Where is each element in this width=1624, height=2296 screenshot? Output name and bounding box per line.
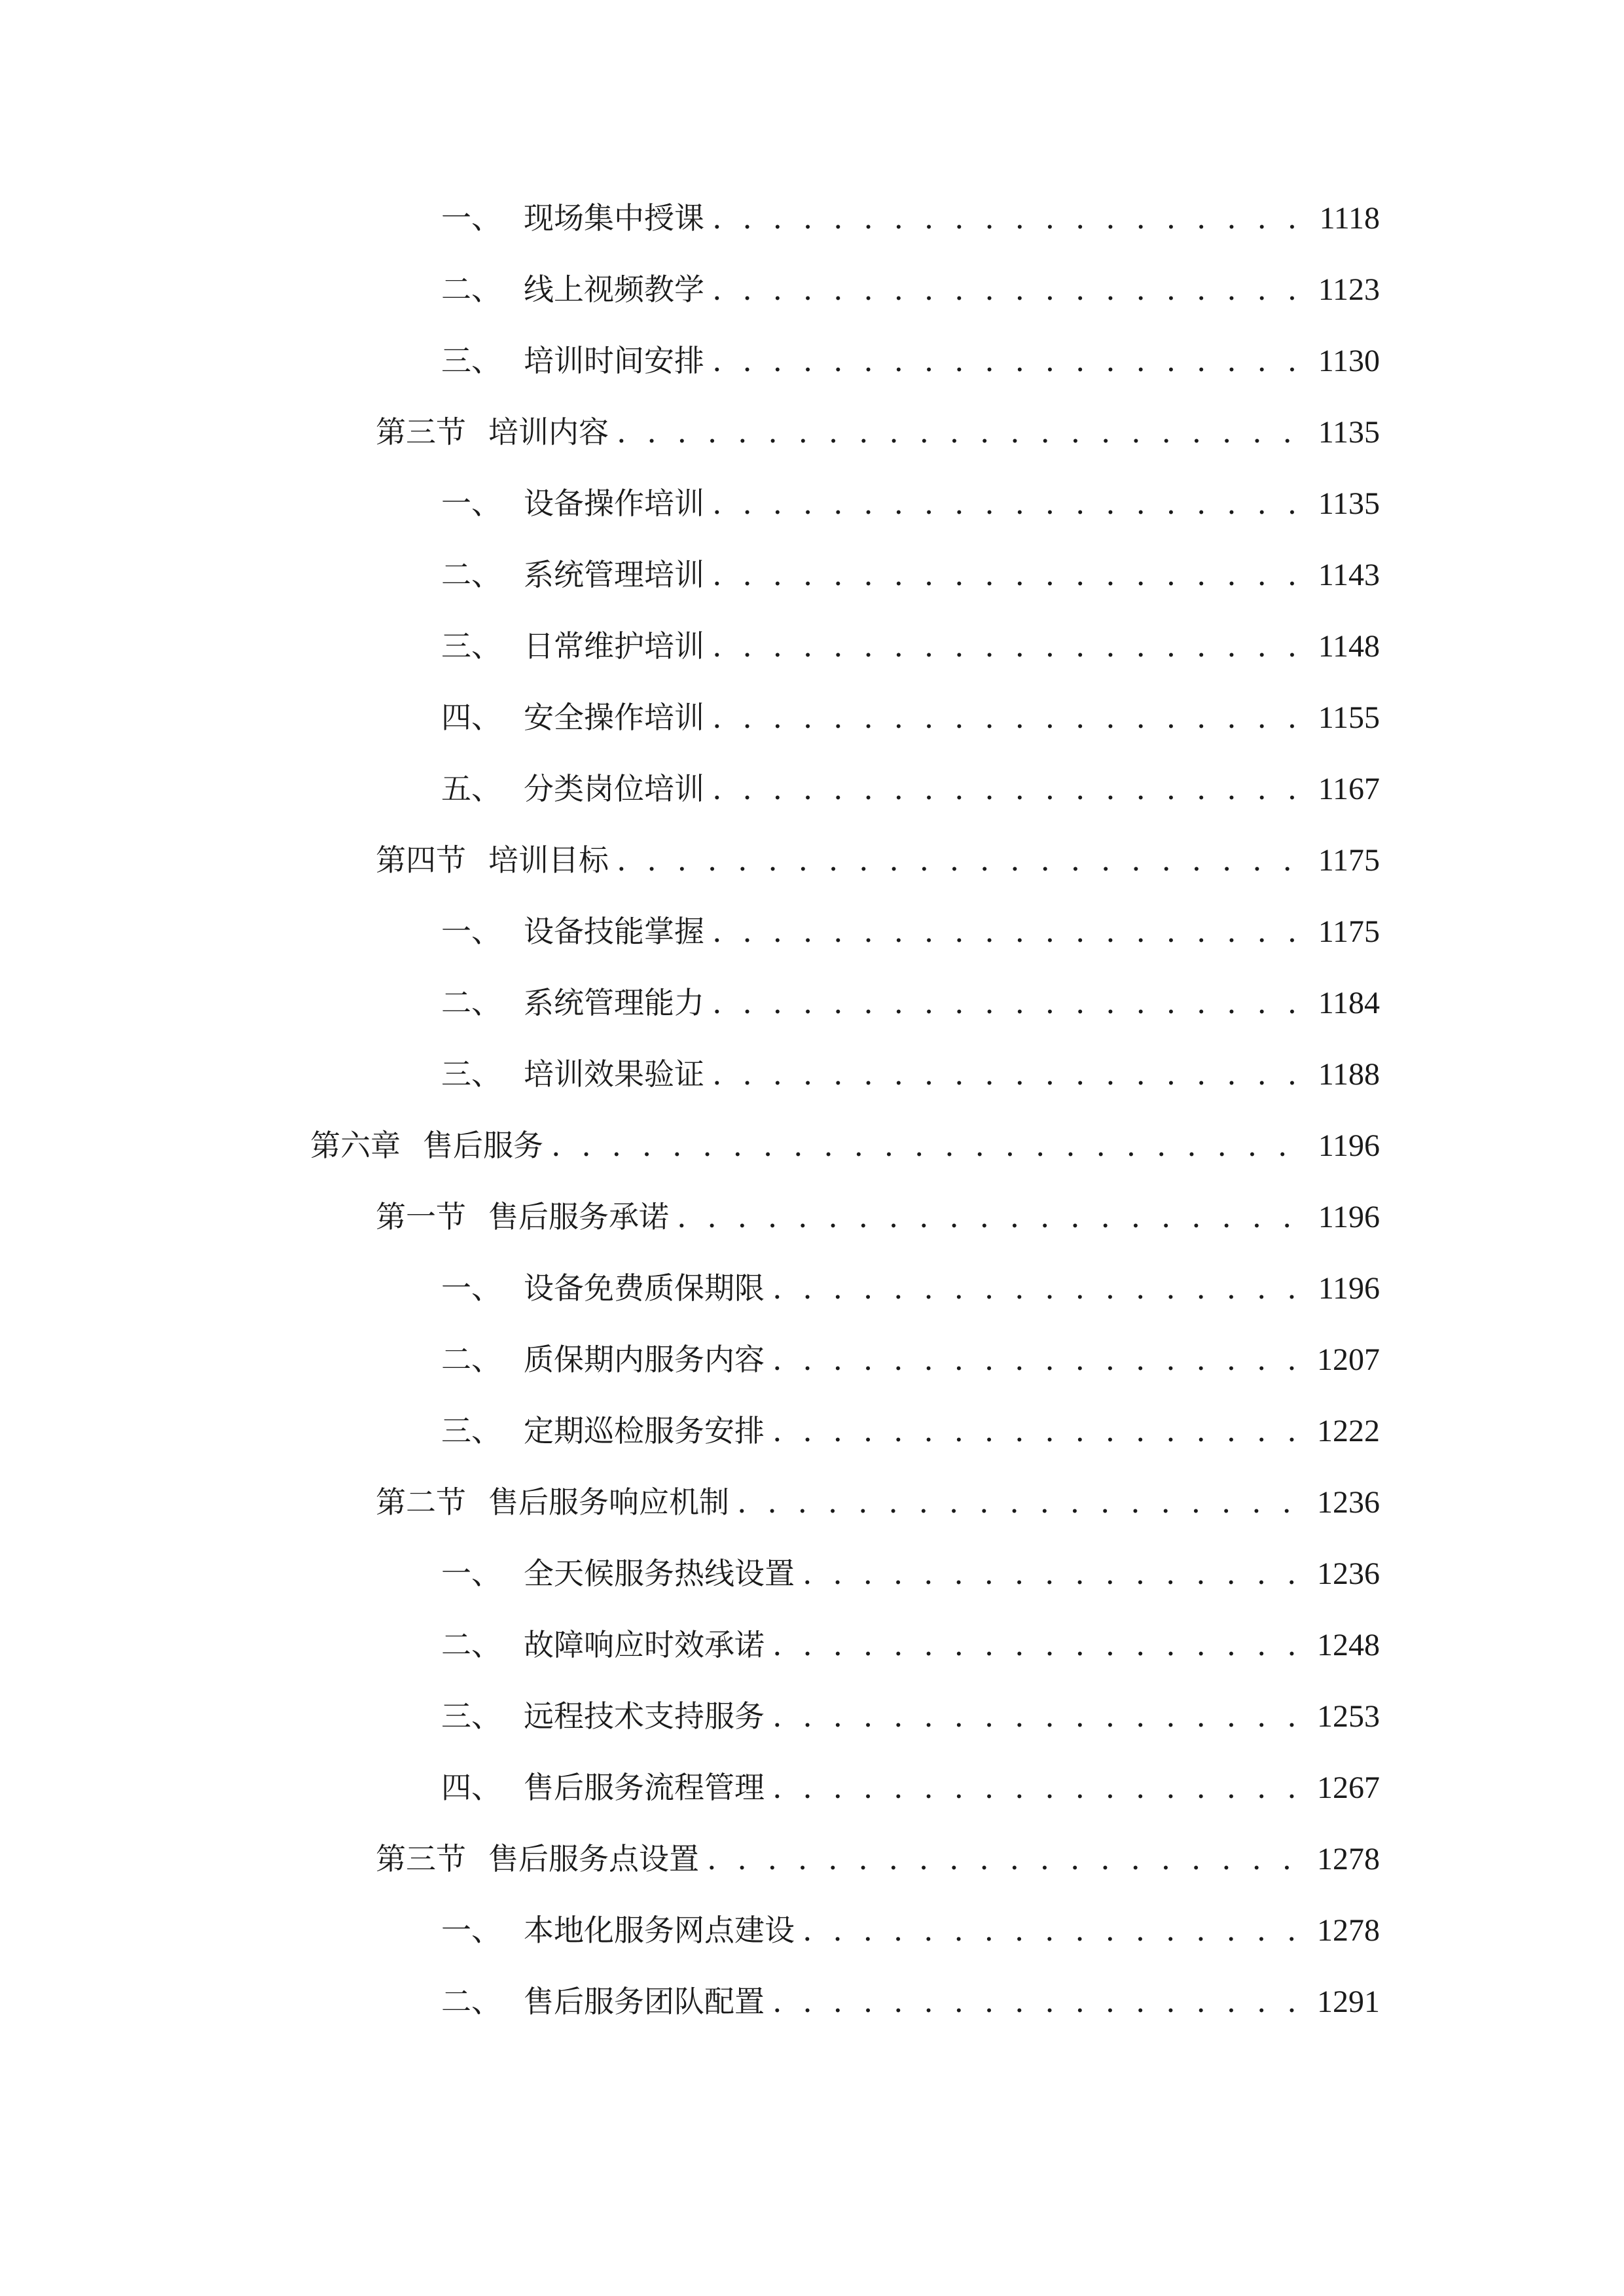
toc-entry-section[interactable] [376,1833,1380,1885]
toc-entry-page: 1278 [1317,1913,1380,1948]
toc-entry-number: 四、 [441,700,501,735]
dot-leader [772,1405,1303,1457]
toc-entry-page: 1130 [1318,344,1380,378]
toc-entry-number: 三、 [441,1056,501,1092]
toc-entry[interactable] [441,1619,1380,1671]
dot-leader [772,1690,1303,1742]
toc-entry[interactable] [441,477,1380,529]
toc-entry-title: 设备操作培训 [524,486,704,521]
dot-leader [617,406,1304,458]
dot-leader [712,905,1304,958]
toc-entry-title: 系统管理培训 [524,557,704,592]
toc-entry-title: 全天候服务热线设置 [524,1556,795,1591]
toc-entry-section[interactable] [376,1476,1380,1528]
toc-entry-title: 设备技能掌握 [524,914,704,949]
toc-entry-number: 一、 [441,1556,501,1591]
toc-entry-prefix: 第一节 [376,1199,466,1234]
toc-entry-number: 二、 [441,985,501,1020]
toc-entry[interactable] [441,334,1380,387]
dot-leader [677,1191,1304,1243]
toc-entry[interactable] [441,762,1380,815]
toc-entry-prefix: 第三节 [376,414,466,450]
toc-entry[interactable] [441,548,1380,601]
toc-entry-title: 售后服务流程管理 [524,1770,765,1805]
toc-entry-title: 培训内容 [488,414,609,450]
toc-entry-prefix: 第二节 [376,1484,466,1520]
toc-entry-number: 二、 [441,1984,501,2019]
dot-leader [712,691,1304,744]
toc-entry-number: 一、 [441,200,501,236]
toc-entry-number: 三、 [441,343,501,378]
toc-entry-number: 三、 [441,1698,501,1734]
toc-entry[interactable] [441,1262,1380,1314]
toc-entry-title: 售后服务团队配置 [524,1984,765,2019]
toc-entry-title: 培训效果验证 [524,1056,704,1092]
dot-leader [551,1119,1304,1172]
dot-leader [712,1048,1304,1100]
toc-entry[interactable] [441,1975,1380,2028]
toc-entry-title: 售后服务点设置 [488,1841,699,1876]
toc-entry[interactable] [441,620,1380,672]
toc-entry-page: 1196 [1318,1128,1380,1163]
toc-entry-prefix: 第六章 [310,1128,401,1163]
toc-entry-page: 1148 [1318,629,1380,664]
dot-leader [712,620,1304,672]
toc-entry-page: 1184 [1318,986,1380,1020]
dot-leader [772,1975,1303,2028]
toc-entry-page: 1135 [1318,486,1380,521]
toc-entry-page: 1196 [1318,1271,1380,1306]
toc-entry[interactable] [441,1761,1380,1814]
toc-entry[interactable] [441,1690,1380,1742]
toc-entry[interactable] [441,1405,1380,1457]
toc-entry-number: 三、 [441,628,501,664]
toc-entry-page: 1236 [1317,1556,1380,1591]
toc-entry-page: 1135 [1318,415,1380,450]
toc-entry-number: 一、 [441,1912,501,1948]
toc-entry[interactable] [441,691,1380,744]
toc-entry-title: 售后服务承诺 [488,1199,669,1234]
toc-entry-page: 1248 [1317,1628,1380,1662]
toc-entry-number: 四、 [441,1770,501,1805]
toc-entry[interactable] [441,263,1380,315]
toc-entry-title: 培训时间安排 [524,343,704,378]
toc-entry-page: 1278 [1317,1842,1380,1876]
toc-entry-page: 1123 [1318,272,1380,307]
toc-entry-title: 远程技术支持服务 [524,1698,765,1734]
toc-entry[interactable] [441,192,1380,244]
toc-entry-page: 1175 [1318,843,1380,878]
dot-leader [712,334,1304,387]
dot-leader [772,1333,1303,1386]
dot-leader [772,1761,1303,1814]
dot-leader [712,192,1305,244]
toc-entry-title: 售后服务响应机制 [488,1484,729,1520]
toc-entry-page: 1118 [1319,201,1380,236]
toc-entry-title: 售后服务 [423,1128,543,1163]
toc-entry[interactable] [441,977,1380,1029]
toc-entry-page: 1143 [1318,558,1380,592]
toc-entry-title: 质保期内服务内容 [524,1342,765,1377]
dot-leader [737,1476,1303,1528]
toc-entry-section[interactable] [376,834,1380,886]
toc-entry-title: 分类岗位培训 [524,771,704,806]
toc-entry-page: 1196 [1318,1200,1380,1234]
dot-leader [803,1547,1303,1600]
toc-entry-number: 二、 [441,1627,501,1662]
dot-leader [712,977,1304,1029]
toc-entry[interactable] [441,1333,1380,1386]
toc-entry-title: 线上视频教学 [524,272,704,307]
dot-leader [712,548,1304,601]
toc-entry-section[interactable] [376,406,1380,458]
toc-entry-title: 设备免费质保期限 [524,1270,765,1306]
toc-entry-prefix: 第三节 [376,1841,466,1876]
toc-entry-title: 定期巡检服务安排 [524,1413,765,1448]
toc-entry[interactable] [441,905,1380,958]
dot-leader [803,1904,1303,1956]
toc-entry-title: 日常维护培训 [524,628,704,664]
toc-entry-title: 系统管理能力 [524,985,704,1020]
toc-entry-title: 培训目标 [488,842,609,878]
toc-entry-page: 1207 [1317,1342,1380,1377]
toc-entry-number: 二、 [441,557,501,592]
toc-entry-number: 一、 [441,1270,501,1306]
dot-leader [772,1619,1303,1671]
toc-entry-prefix: 第四节 [376,842,466,878]
toc-entry-title: 安全操作培训 [524,700,704,735]
toc-entry-page: 1253 [1317,1699,1380,1734]
toc-entry-page: 1236 [1317,1485,1380,1520]
dot-leader [712,477,1304,529]
toc-entry-page: 1155 [1318,700,1380,735]
toc-entry-chapter[interactable] [310,1119,1380,1172]
toc-entry-number: 五、 [441,771,501,806]
toc-entry[interactable] [441,1048,1380,1100]
dot-leader [617,834,1304,886]
toc-entry-page: 1222 [1317,1414,1380,1448]
toc-entry-number: 二、 [441,272,501,307]
toc-entry-page: 1267 [1317,1770,1380,1805]
toc-entry-number: 二、 [441,1342,501,1377]
dot-leader [707,1833,1303,1885]
toc-entry-number: 一、 [441,914,501,949]
toc-entry-page: 1175 [1318,914,1380,949]
toc-entry[interactable] [441,1547,1380,1600]
toc-entry-section[interactable] [376,1191,1380,1243]
toc-entry-page: 1167 [1318,772,1380,806]
toc-entry-title: 故障响应时效承诺 [524,1627,765,1662]
dot-leader [772,1262,1304,1314]
dot-leader [712,263,1304,315]
toc-entry-number: 一、 [441,486,501,521]
toc-entry-number: 三、 [441,1413,501,1448]
toc-entry-title: 本地化服务网点建设 [524,1912,795,1948]
toc-entry-page: 1291 [1317,1984,1380,2019]
toc-entry-page: 1188 [1318,1057,1380,1092]
toc-entry[interactable] [441,1904,1380,1956]
dot-leader [712,762,1304,815]
toc-entry-title: 现场集中授课 [524,200,704,236]
